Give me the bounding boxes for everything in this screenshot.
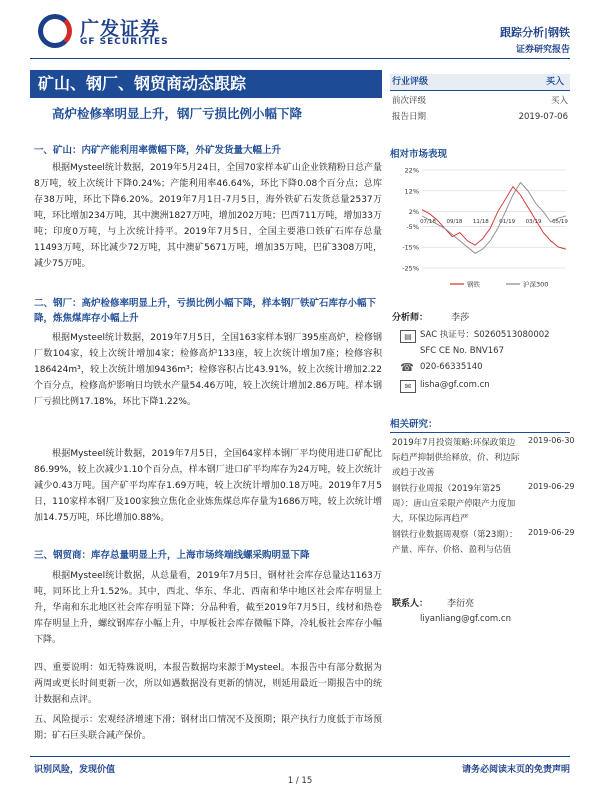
section-paragraph: 根据Mysteel统计数据，2019年7月5日，全国163家样本钢厂395座高炉，检修钢厂数104家，较上次统计增加4家；检修高炉133座，较上次统计增加7座；检修容积186424m³，较上次统计增加9436m³；检修容积占比43.91%，较上次统计增加2.22个百分点，检修高炉影响日均铁水产量54.46万吨，较上次统计增加2.86万吨。样本钢厂亏损比例17.18%，环比下降1.22%。 xyxy=(34,333,382,407)
footer-divider xyxy=(30,756,570,757)
analyst-label xyxy=(392,310,469,323)
y-tick-label: -25% xyxy=(402,264,419,273)
analyst-label-text: 分析师： xyxy=(392,313,429,323)
company-logo xyxy=(38,12,208,52)
research-date: 2019-06-29 xyxy=(528,482,575,491)
x-tick-label: 01/19 xyxy=(499,218,516,225)
y-tick-label: 12% xyxy=(404,187,419,196)
report-date-label: 报告日期 xyxy=(392,112,427,122)
series-line xyxy=(422,187,566,250)
x-tick-label: 05/19 xyxy=(552,218,568,225)
x-tick-label: 03/19 xyxy=(525,218,542,225)
logo-text-cn: 广发证券 xyxy=(80,18,161,40)
report-category: 证券研究报告 xyxy=(515,45,570,55)
contact-label xyxy=(392,596,474,609)
analyst-phone: 020-66335140 xyxy=(420,362,483,372)
report-title: 矿山、钢厂、钢贸商动态跟踪 xyxy=(30,70,382,98)
contact-label-text: 联系人： xyxy=(392,599,429,609)
logo-text-en: GF SECURITIES xyxy=(80,37,169,47)
rating-value: 买入 xyxy=(545,77,564,87)
logo-mark-icon xyxy=(38,14,72,48)
section-heading-2: 二、钢厂：高炉检修率明显上升，亏损比例小幅下降，样本钢厂铁矿石库存小幅下降，炼焦煤库存小幅上升 xyxy=(34,298,377,324)
research-item[interactable]: 钢铁行业数据周观察（第23期）：产量、库存、价格、盈利与估值 xyxy=(392,530,518,555)
analyst-sfc: SFC CE No. BNV167 xyxy=(420,346,504,356)
rating-label: 行业评级 xyxy=(392,77,429,87)
phone-icon: ☎ xyxy=(400,361,414,374)
important-note: 四、重要说明：如无特殊说明，本报告数据均来源于Mysteel。本报告中有部分数据为两周或更长时间更新一次，所以如遇数据没有更新的情况，则延用最近一期报告中的统计数据和点评。 xyxy=(34,663,382,705)
relative-performance-chart xyxy=(390,160,572,292)
section-heading-3: 三、钢贸商：库存总量明显上升，上海市场终端线螺采购明显下降 xyxy=(34,550,310,561)
relative-performance-title: 相对市场表现 xyxy=(390,149,448,160)
legend-label: 钢铁 xyxy=(467,280,480,289)
y-tick-label: -5% xyxy=(406,222,419,231)
prev-rating-row xyxy=(392,94,568,108)
email-icon: ✉ xyxy=(400,380,416,393)
research-date: 2019-06-30 xyxy=(528,436,575,445)
analyst-name: 李莎 xyxy=(451,313,470,323)
id-card-icon: ▤ xyxy=(400,330,416,343)
series-line xyxy=(422,183,566,254)
section-heading-1: 一、矿山：内矿产能利用率微幅下降，外矿发货量大幅上升 xyxy=(34,145,282,156)
research-item[interactable]: 2019年7月投资策略:环保政策边际趋严抑制供给释放，价、利边际或趋于改善 xyxy=(392,438,520,478)
analyst-sac: SAC 执证号：S0260513080002 xyxy=(420,330,550,340)
contact-name: 李衍亮 xyxy=(447,599,475,609)
research-date: 2019-06-29 xyxy=(528,528,575,537)
x-tick-label: 07/18 xyxy=(420,218,436,225)
y-tick-label: 22% xyxy=(404,166,419,175)
prev-rating-value: 买入 xyxy=(550,96,568,106)
research-item[interactable]: 钢铁行业周报（2019年第25周）：唐山宣采限产停限产力度加大，环保边际再趋严 xyxy=(392,484,516,524)
section-paragraph: 根据Mysteel统计数据，2019年5月24日，全国70家样本矿山企业铁精粉日总产量8万吨，较上次统计下降0.24%；产能利用率46.64%，环比下降0.08个百分点；总库存38万吨，环比下降6.20%。2019年7月1日-7月5日，海外铁矿石发货总量2537万吨，环比增加234万吨，其中澳洲1827万吨，增加202万吨；巴西711万吨，增加33万吨；印度0万吨，与上次统计持平。2019年7月5日，全国主要港口铁矿石库存总量11493万吨，环比减少72万吨，其中澳矿5671万吨，增加35万吨，巴矿3308万吨，减少75万吨。 xyxy=(34,163,382,269)
report-type: 跟踪分析|钢铁 xyxy=(499,26,570,39)
risk-warning: 五、风险提示：宏观经济增速下滑；钢材出口情况不及预期；限产执行力度低于市场预期；矿石巨头联合减产保价。 xyxy=(34,715,382,741)
contact-email[interactable]: liyanliang@gf.com.cn xyxy=(420,614,511,624)
section-paragraph: 根据Mysteel统计数据，从总量看，2019年7月5日，钢材社会库存总量达1163万吨，同环比上升1.52%。其中，西北、华东、华北、西南和华中地区社会库存明显上升，华南和东北地区社会库存明显下降；分品种看，截至2019年7月5日，线材和热卷库存明显上升，螺纹钢库存小幅上升，中厚板社会库存微幅下降，冷轧板社会库存小幅下降。 xyxy=(34,571,382,645)
x-tick-label: 09/18 xyxy=(446,218,463,225)
rating-bar xyxy=(390,74,570,91)
y-tick-label: -15% xyxy=(402,243,419,252)
y-tick-label: 2% xyxy=(408,208,419,217)
legend-label: 沪深300 xyxy=(523,280,549,289)
prev-rating-label: 前次评级 xyxy=(392,96,427,106)
page-number: 1 / 15 xyxy=(287,776,313,786)
footer-slogan: 识别风险，发现价值 xyxy=(34,765,116,775)
report-date-value: 2019-07-06 xyxy=(518,112,568,122)
report-date-row xyxy=(392,110,568,124)
section-paragraph: 根据Mysteel统计数据，2019年7月5日，全国64家样本钢厂平均使用进口矿配比86.99%，较上次减少1.10个百分点，样本钢厂进口矿平均库存为24万吨，较上次统计减少0.43万吨。国产矿平均库存1.69万吨，较上次统计增加0.18万吨。2019年7月5日，110家样本钢厂及100家独立焦化企业炼焦煤总库存量为1686万吨，较上次统计增加14.75万吨，环比增加0.88%。 xyxy=(34,449,382,523)
related-research-title: 相关研究： xyxy=(390,416,570,433)
analyst-email[interactable]: lisha@gf.com.cn xyxy=(420,380,490,390)
x-tick-label: 11/18 xyxy=(472,218,489,225)
header-divider xyxy=(30,58,570,59)
footer-disclaimer[interactable]: 请务必阅读末页的免责声明 xyxy=(461,765,570,775)
report-subtitle: 高炉检修率明显上升，钢厂亏损比例小幅下降 xyxy=(52,106,303,121)
